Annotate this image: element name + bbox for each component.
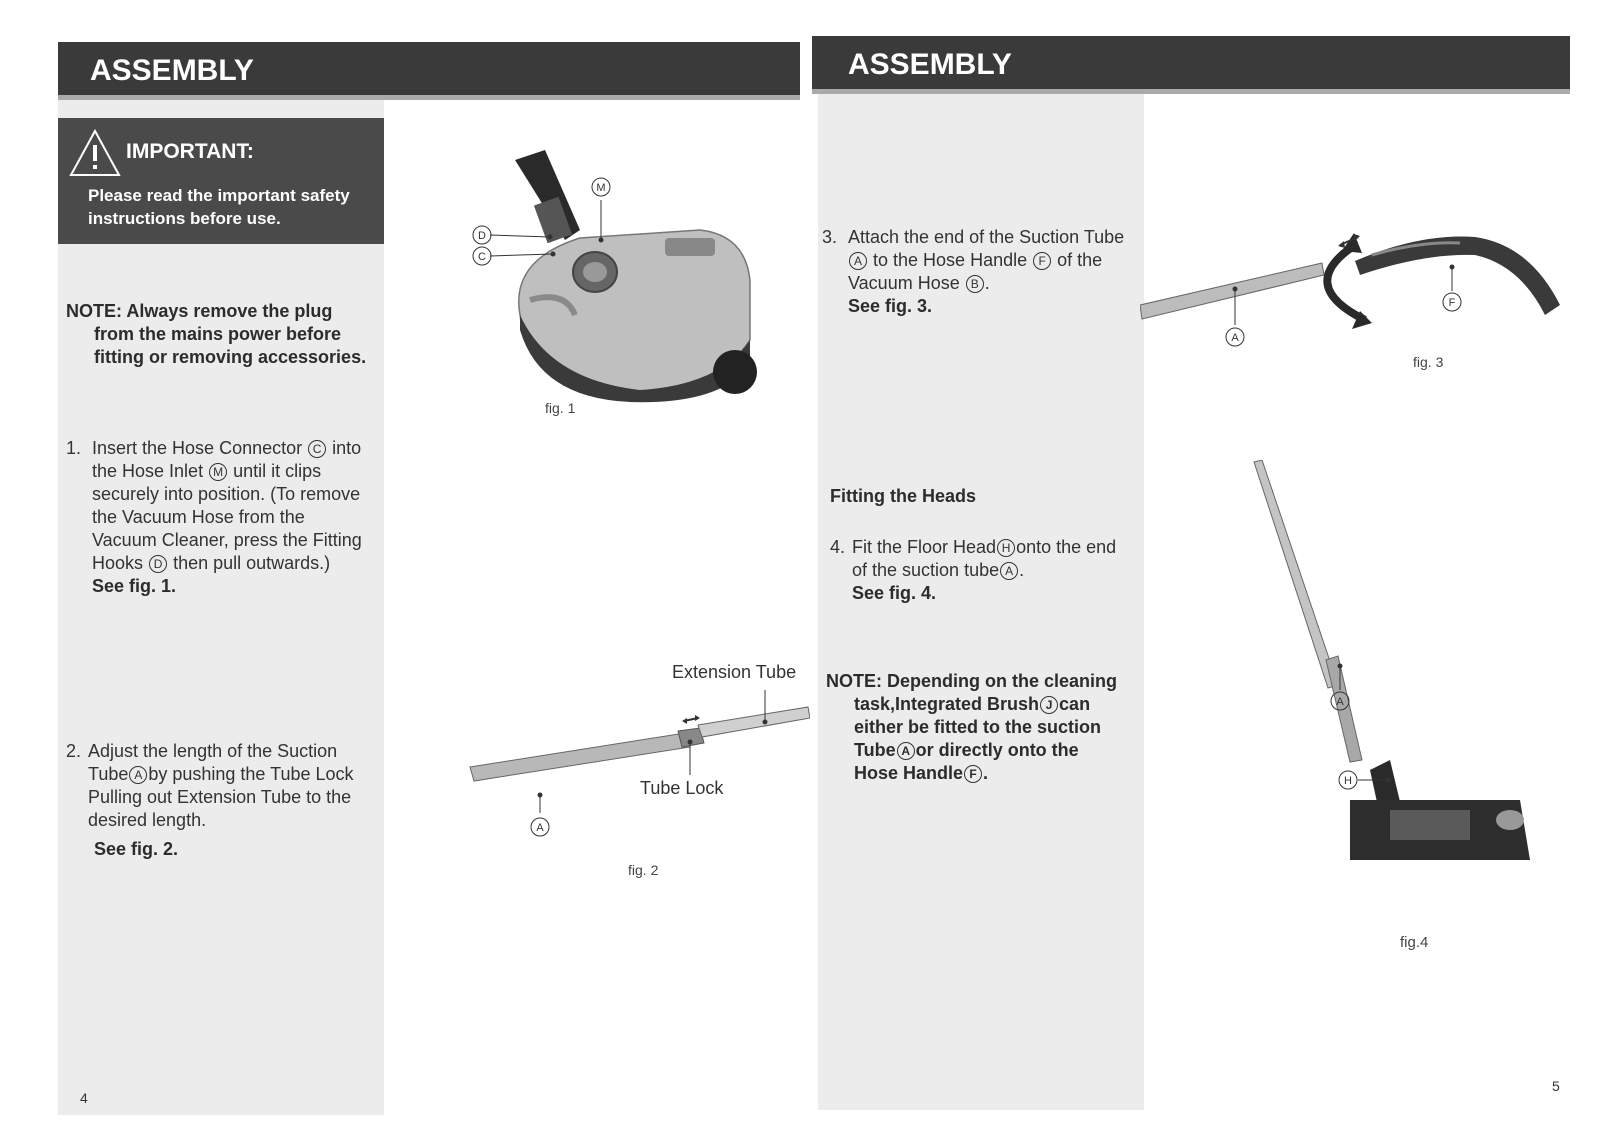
circle-c: C xyxy=(308,440,326,458)
fig4-floor-head-illustration xyxy=(1240,460,1570,900)
fig4-caption: fig.4 xyxy=(1400,934,1429,951)
important-text: Please read the important safety instructions before use. xyxy=(88,186,350,228)
tube-lock-label: Tube Lock xyxy=(640,778,724,798)
circle-a: A xyxy=(1000,562,1018,580)
important-title: IMPORTANT: xyxy=(126,140,254,163)
page-number-left: 4 xyxy=(80,1090,88,1106)
left-grey-column xyxy=(58,100,384,1115)
circle-m: M xyxy=(209,463,227,481)
fig1-label-m: M xyxy=(596,182,606,194)
right-header-bar xyxy=(812,36,1570,94)
circle-a: A xyxy=(849,252,867,270)
extension-tube-label: Extension Tube xyxy=(672,662,797,682)
right-page-title: ASSEMBLY xyxy=(848,48,1012,81)
circle-f: F xyxy=(1033,252,1051,270)
circle-b: B xyxy=(966,275,984,293)
circle-d: D xyxy=(149,555,167,573)
fig4-label-a: A xyxy=(1336,696,1344,708)
fig2-caption: fig. 2 xyxy=(628,862,659,878)
left-header-bar xyxy=(58,42,800,100)
fig1-label-d: D xyxy=(478,230,486,242)
important-box xyxy=(58,118,384,244)
fig2-extension-tube-illustration xyxy=(460,685,810,865)
step-2: 2. Adjust the length of the Suction Tube A by pushing the Tube Lock Pulling out Extension Tube to the desired length. See fig. 2. xyxy=(66,741,354,859)
fig3-tube-hose-illustration xyxy=(1140,225,1580,365)
circle-h: H xyxy=(997,539,1015,557)
circle-a: A xyxy=(897,742,915,760)
fig1-vacuum-illustration xyxy=(470,140,790,420)
circle-j: J xyxy=(1040,696,1058,714)
circle-f: F xyxy=(964,765,982,783)
warning-icon xyxy=(68,128,122,178)
step-1: 1. Insert the Hose Connector C into the Hose Inlet M until it clips securely into position. (To remove the Vacuum Hose from the Vacuum Cleaner, press the Fitting Hooks D then pull outwards.) See fig. 1. xyxy=(66,438,362,596)
fitting-heads-heading: Fitting the Heads xyxy=(830,486,977,506)
step-4: 4. Fit the Floor Head H onto the end of the suction tube A . See fig. 4. xyxy=(830,537,1117,603)
fig3-caption: fig. 3 xyxy=(1413,354,1444,370)
page-number-right: 5 xyxy=(1552,1078,1560,1094)
fig1-caption: fig. 1 xyxy=(545,400,576,416)
note-unplug: NOTE: Always remove the plug from the mains power before fitting or removing accessories. xyxy=(66,301,367,367)
step-3: 3. Attach the end of the Suction Tube A to the Hose Handle F of the Vacuum Hose B . See fig. 3. xyxy=(822,227,1125,316)
note-integrated-brush: NOTE: Depending on the cleaning task,Integrated Brush J can either be fitted to the suction Tube A or directly onto the Hose Handle F . xyxy=(826,671,1118,783)
fig4-label-h: H xyxy=(1344,775,1352,787)
circle-a: A xyxy=(129,766,147,784)
fig3-label-f: F xyxy=(1448,297,1456,309)
fig3-label-a: A xyxy=(1231,332,1239,344)
fig2-label-a: A xyxy=(536,822,544,834)
left-page-title: ASSEMBLY xyxy=(90,54,254,87)
fig1-label-c: C xyxy=(478,251,486,263)
